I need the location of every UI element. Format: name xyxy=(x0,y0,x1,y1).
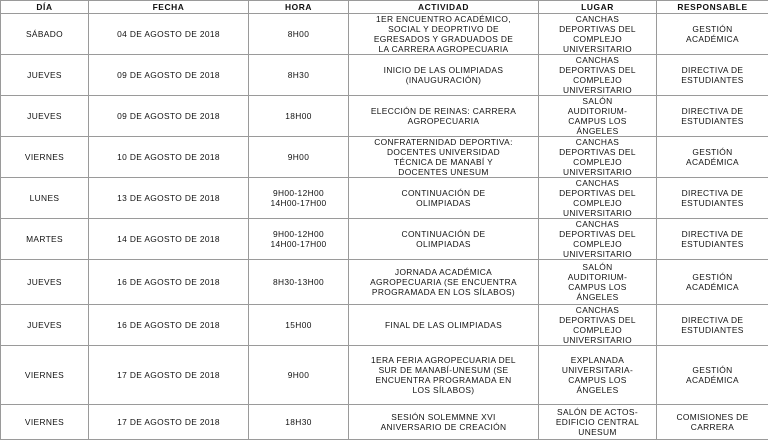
cell-lugar-line: CAMPUS LOS xyxy=(542,116,653,126)
cell-dia: MARTES xyxy=(1,219,89,260)
cell-lugar-line: CAMPUS LOS xyxy=(542,375,653,385)
cell-dia: JUEVES xyxy=(1,305,89,346)
cell-lugar-line: DEPORTIVAS DEL xyxy=(542,24,653,34)
cell-responsable-line: ACADÉMICA xyxy=(660,282,765,292)
cell-lugar xyxy=(539,346,657,405)
cell-responsable-line: ESTUDIANTES xyxy=(660,239,765,249)
cell-actividad xyxy=(349,346,539,405)
cell-lugar-line: UNIVERSITARIO xyxy=(542,335,653,345)
cell-lugar xyxy=(539,96,657,137)
header-responsable: RESPONSABLE xyxy=(657,1,768,14)
cell-fecha: 16 DE AGOSTO DE 2018 xyxy=(89,260,249,305)
cell-lugar-line: ÁNGELES xyxy=(542,126,653,136)
cell-responsable xyxy=(657,178,768,219)
cell-lugar xyxy=(539,137,657,178)
cell-lugar-line: COMPLEJO xyxy=(542,34,653,44)
cell-responsable xyxy=(657,219,768,260)
cell-fecha: 09 DE AGOSTO DE 2018 xyxy=(89,55,249,96)
cell-responsable-line: DIRECTIVA DE xyxy=(660,106,765,116)
table-row xyxy=(1,219,768,260)
table-row xyxy=(1,260,768,305)
cell-responsable-line: DIRECTIVA DE xyxy=(660,315,765,325)
cell-hora xyxy=(249,137,349,178)
cell-actividad-line: 1ERA FERIA AGROPECUARIA DEL xyxy=(352,355,535,365)
cell-hora-line: 15H00 xyxy=(252,320,345,330)
cell-lugar-line: EXPLANADA xyxy=(542,355,653,365)
cell-lugar-line: DEPORTIVAS DEL xyxy=(542,188,653,198)
cell-actividad-line: DOCENTES UNIVERSIDAD xyxy=(352,147,535,157)
cell-hora xyxy=(249,96,349,137)
cell-lugar-line: UNIVERSITARIO xyxy=(542,249,653,259)
cell-hora xyxy=(249,346,349,405)
cell-lugar-line: UNIVERSITARIO xyxy=(542,44,653,54)
cell-lugar-line: SALÓN xyxy=(542,262,653,272)
cell-actividad-line: OLIMPIADAS xyxy=(352,198,535,208)
cell-lugar-line: CANCHAS xyxy=(542,55,653,65)
cell-fecha: 16 DE AGOSTO DE 2018 xyxy=(89,305,249,346)
cell-responsable-line: GESTIÓN xyxy=(660,365,765,375)
cell-actividad xyxy=(349,55,539,96)
cell-lugar-line: DEPORTIVAS DEL xyxy=(542,229,653,239)
cell-fecha: 13 DE AGOSTO DE 2018 xyxy=(89,178,249,219)
cell-hora-line: 8H30 xyxy=(252,70,345,80)
cell-dia: VIERNES xyxy=(1,346,89,405)
cell-actividad xyxy=(349,178,539,219)
table-row xyxy=(1,405,768,440)
cell-lugar-line: DEPORTIVAS DEL xyxy=(542,147,653,157)
cell-dia: VIERNES xyxy=(1,405,89,440)
cell-actividad-line: EGRESADOS Y GRADUADOS DE xyxy=(352,34,535,44)
cell-actividad-line: PROGRAMADA EN LOS SÍLABOS) xyxy=(352,287,535,297)
table-row xyxy=(1,14,768,55)
cell-dia: VIERNES xyxy=(1,137,89,178)
cell-responsable-line: GESTIÓN xyxy=(660,272,765,282)
cell-actividad-line: INICIO DE LAS OLIMPIADAS xyxy=(352,65,535,75)
cell-lugar-line: DEPORTIVAS DEL xyxy=(542,315,653,325)
cell-fecha: 10 DE AGOSTO DE 2018 xyxy=(89,137,249,178)
cell-hora xyxy=(249,260,349,305)
cell-responsable xyxy=(657,346,768,405)
cell-actividad xyxy=(349,260,539,305)
cell-hora-line: 18H30 xyxy=(252,417,345,427)
cell-lugar xyxy=(539,55,657,96)
cell-actividad-line: CONTINUACIÓN DE xyxy=(352,229,535,239)
cell-actividad xyxy=(349,14,539,55)
cell-responsable-line: ESTUDIANTES xyxy=(660,198,765,208)
cell-lugar-line: AUDITORIUM- xyxy=(542,106,653,116)
cell-lugar-line: CANCHAS xyxy=(542,137,653,147)
cell-responsable xyxy=(657,260,768,305)
cell-fecha: 17 DE AGOSTO DE 2018 xyxy=(89,346,249,405)
cell-hora xyxy=(249,178,349,219)
cell-fecha: 17 DE AGOSTO DE 2018 xyxy=(89,405,249,440)
cell-lugar-line: DEPORTIVAS DEL xyxy=(542,65,653,75)
cell-lugar-line: AUDITORIUM- xyxy=(542,272,653,282)
cell-lugar-line: CAMPUS LOS xyxy=(542,282,653,292)
cell-responsable-line: ACADÉMICA xyxy=(660,34,765,44)
cell-actividad-line: OLIMPIADAS xyxy=(352,239,535,249)
table-row xyxy=(1,178,768,219)
cell-lugar-line: SALÓN xyxy=(542,96,653,106)
cell-lugar xyxy=(539,260,657,305)
cell-hora-line: 14H00-17H00 xyxy=(252,198,345,208)
cell-responsable xyxy=(657,55,768,96)
cell-actividad-line: (INAUGURACIÓN) xyxy=(352,75,535,85)
cell-fecha: 04 DE AGOSTO DE 2018 xyxy=(89,14,249,55)
cell-responsable-line: CARRERA xyxy=(660,422,765,432)
cell-lugar-line: CANCHAS xyxy=(542,178,653,188)
cell-hora xyxy=(249,219,349,260)
cell-responsable xyxy=(657,14,768,55)
cell-lugar-line: ÁNGELES xyxy=(542,292,653,302)
cell-dia: LUNES xyxy=(1,178,89,219)
cell-responsable xyxy=(657,137,768,178)
header-dia: DÍA xyxy=(1,1,89,14)
cell-responsable xyxy=(657,405,768,440)
table-row xyxy=(1,137,768,178)
cell-actividad-line: SOCIAL Y DEOPRTIVO DE xyxy=(352,24,535,34)
cell-actividad xyxy=(349,96,539,137)
cell-responsable-line: ESTUDIANTES xyxy=(660,75,765,85)
cell-actividad xyxy=(349,219,539,260)
cell-responsable-line: DIRECTIVA DE xyxy=(660,188,765,198)
header-hora: HORA xyxy=(249,1,349,14)
header-fecha: FECHA xyxy=(89,1,249,14)
cell-actividad-line: 1ER ENCUENTRO ACADÉMICO, xyxy=(352,14,535,24)
cell-actividad-line: ANIVERSARIO DE CREACIÓN xyxy=(352,422,535,432)
cell-actividad xyxy=(349,137,539,178)
cell-responsable-line: ESTUDIANTES xyxy=(660,325,765,335)
cell-hora-line: 8H00 xyxy=(252,29,345,39)
cell-fecha: 09 DE AGOSTO DE 2018 xyxy=(89,96,249,137)
cell-responsable xyxy=(657,96,768,137)
cell-hora-line: 8H30-13H00 xyxy=(252,277,345,287)
cell-actividad-line: AGROPECUARIA (SE ENCUENTRA xyxy=(352,277,535,287)
cell-responsable-line: ESTUDIANTES xyxy=(660,116,765,126)
cell-dia: SÁBADO xyxy=(1,14,89,55)
cell-lugar-line: UNIVERSITARIA- xyxy=(542,365,653,375)
cell-dia: JUEVES xyxy=(1,55,89,96)
cell-hora-line: 9H00-12H00 xyxy=(252,188,345,198)
cell-lugar-line: ÁNGELES xyxy=(542,385,653,395)
cell-actividad-line: TÉCNICA DE MANABÍ Y xyxy=(352,157,535,167)
cell-lugar xyxy=(539,305,657,346)
cell-responsable-line: GESTIÓN xyxy=(660,24,765,34)
cell-actividad xyxy=(349,405,539,440)
cell-actividad-line: LOS SÍLABOS) xyxy=(352,385,535,395)
cell-responsable xyxy=(657,305,768,346)
table-row xyxy=(1,96,768,137)
cell-responsable-line: ACADÉMICA xyxy=(660,157,765,167)
cell-actividad-line: SUR DE MANABÍ-UNESUM (SE xyxy=(352,365,535,375)
cell-actividad-line: AGROPECUARIA xyxy=(352,116,535,126)
cell-hora-line: 14H00-17H00 xyxy=(252,239,345,249)
cell-lugar-line: UNIVERSITARIO xyxy=(542,167,653,177)
cell-responsable-line: GESTIÓN xyxy=(660,147,765,157)
cell-lugar xyxy=(539,178,657,219)
cell-lugar-line: SALÓN DE ACTOS- xyxy=(542,407,653,417)
cell-actividad-line: CONFRATERNIDAD DEPORTIVA: xyxy=(352,137,535,147)
cell-lugar-line: COMPLEJO xyxy=(542,157,653,167)
cell-dia: JUEVES xyxy=(1,96,89,137)
cell-lugar-line: CANCHAS xyxy=(542,14,653,24)
table-row xyxy=(1,55,768,96)
cell-responsable-line: ACADÉMICA xyxy=(660,375,765,385)
table-row xyxy=(1,305,768,346)
cell-lugar-line: COMPLEJO xyxy=(542,239,653,249)
cell-actividad xyxy=(349,305,539,346)
cell-hora-line: 9H00 xyxy=(252,152,345,162)
cell-responsable-line: DIRECTIVA DE xyxy=(660,229,765,239)
cell-lugar-line: UNIVERSITARIO xyxy=(542,208,653,218)
cell-hora xyxy=(249,305,349,346)
table-row xyxy=(1,346,768,405)
cell-lugar-line: CANCHAS xyxy=(542,305,653,315)
cell-responsable-line: DIRECTIVA DE xyxy=(660,65,765,75)
cell-actividad-line: ENCUENTRA PROGRAMADA EN xyxy=(352,375,535,385)
cell-hora xyxy=(249,405,349,440)
cell-actividad-line: ELECCIÓN DE REINAS: CARRERA xyxy=(352,106,535,116)
cell-responsable-line: COMISIONES DE xyxy=(660,412,765,422)
cell-hora-line: 18H00 xyxy=(252,111,345,121)
cell-lugar-line: CANCHAS xyxy=(542,219,653,229)
header-row xyxy=(1,1,768,14)
cell-actividad-line: SESIÓN SOLEMMNE XVI xyxy=(352,412,535,422)
cell-lugar-line: COMPLEJO xyxy=(542,75,653,85)
cell-hora-line: 9H00-12H00 xyxy=(252,229,345,239)
cell-lugar-line: UNESUM xyxy=(542,427,653,437)
cell-actividad-line: DOCENTES UNESUM xyxy=(352,167,535,177)
cell-fecha: 14 DE AGOSTO DE 2018 xyxy=(89,219,249,260)
cell-hora-line: 9H00 xyxy=(252,370,345,380)
cell-lugar-line: UNIVERSITARIO xyxy=(542,85,653,95)
cell-actividad-line: LA CARRERA AGROPECUARIA xyxy=(352,44,535,54)
cell-dia: JUEVES xyxy=(1,260,89,305)
cell-actividad-line: CONTINUACIÓN DE xyxy=(352,188,535,198)
cell-hora xyxy=(249,14,349,55)
cell-hora xyxy=(249,55,349,96)
cell-lugar xyxy=(539,405,657,440)
cell-actividad-line: JORNADA ACADÉMICA xyxy=(352,267,535,277)
cell-lugar-line: COMPLEJO xyxy=(542,325,653,335)
header-lugar: LUGAR xyxy=(539,1,657,14)
header-actividad: ACTIVIDAD xyxy=(349,1,539,14)
cell-actividad-line: FINAL DE LAS OLIMPIADAS xyxy=(352,320,535,330)
cell-lugar xyxy=(539,14,657,55)
cell-lugar-line: COMPLEJO xyxy=(542,198,653,208)
cell-lugar-line: EDIFICIO CENTRAL xyxy=(542,417,653,427)
cell-lugar xyxy=(539,219,657,260)
